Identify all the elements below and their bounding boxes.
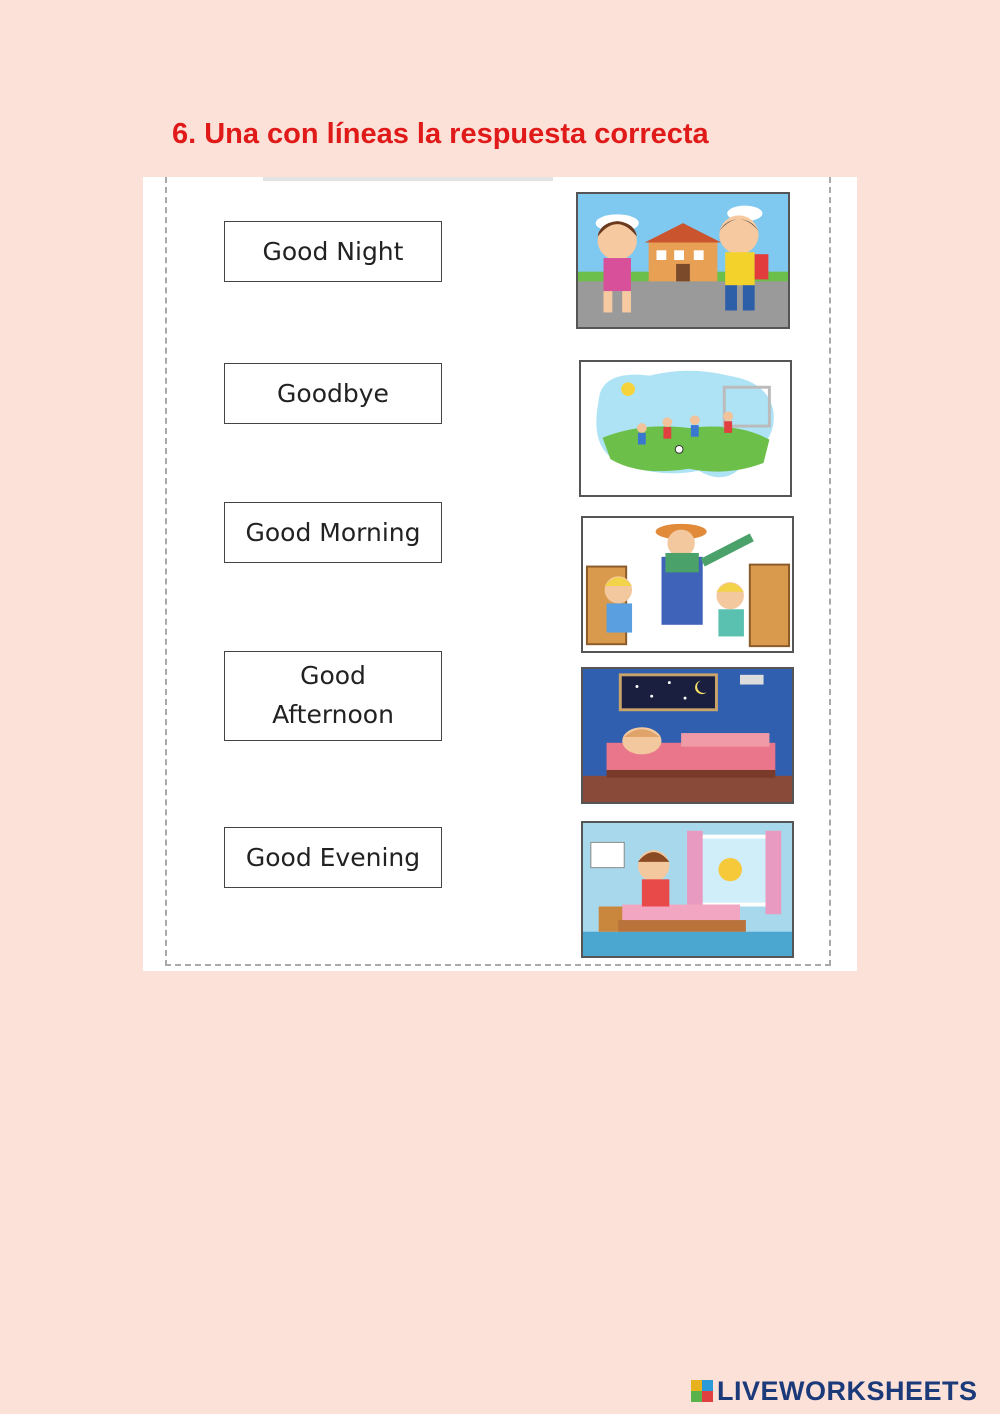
worksheet-panel (143, 177, 857, 971)
word-box-good-morning[interactable] (224, 502, 442, 563)
exercise-number: 6. (172, 118, 197, 150)
waking-up-morning-picture[interactable] (581, 821, 794, 958)
exercise-instruction: Una con líneas la respuesta correcta (204, 118, 709, 150)
logo-brand-text: LIVEWORKSHEETS (717, 1375, 978, 1406)
man-greeting-children-picture[interactable] (581, 516, 794, 653)
word-label: Goodbye (277, 378, 389, 408)
logo-mark-icon (691, 1380, 713, 1402)
word-label: Good Night (262, 236, 404, 266)
word-label-line-1: Good (300, 661, 366, 691)
sleeping-at-night-picture[interactable] (581, 667, 794, 804)
exercise-heading (172, 118, 709, 151)
word-label-line-2: Afternoon (272, 700, 394, 729)
word-box-good-night[interactable] (224, 221, 442, 282)
word-box-good-evening[interactable] (224, 827, 442, 888)
word-box-goodbye[interactable] (224, 363, 442, 424)
kids-playing-soccer-picture[interactable] (579, 360, 792, 497)
word-label: Good Morning (245, 517, 421, 547)
kids-leaving-school-picture[interactable] (576, 192, 790, 329)
word-box-good-afternoon[interactable] (224, 651, 442, 741)
liveworksheets-logo (691, 1373, 978, 1409)
word-label: Good Evening (245, 842, 421, 872)
